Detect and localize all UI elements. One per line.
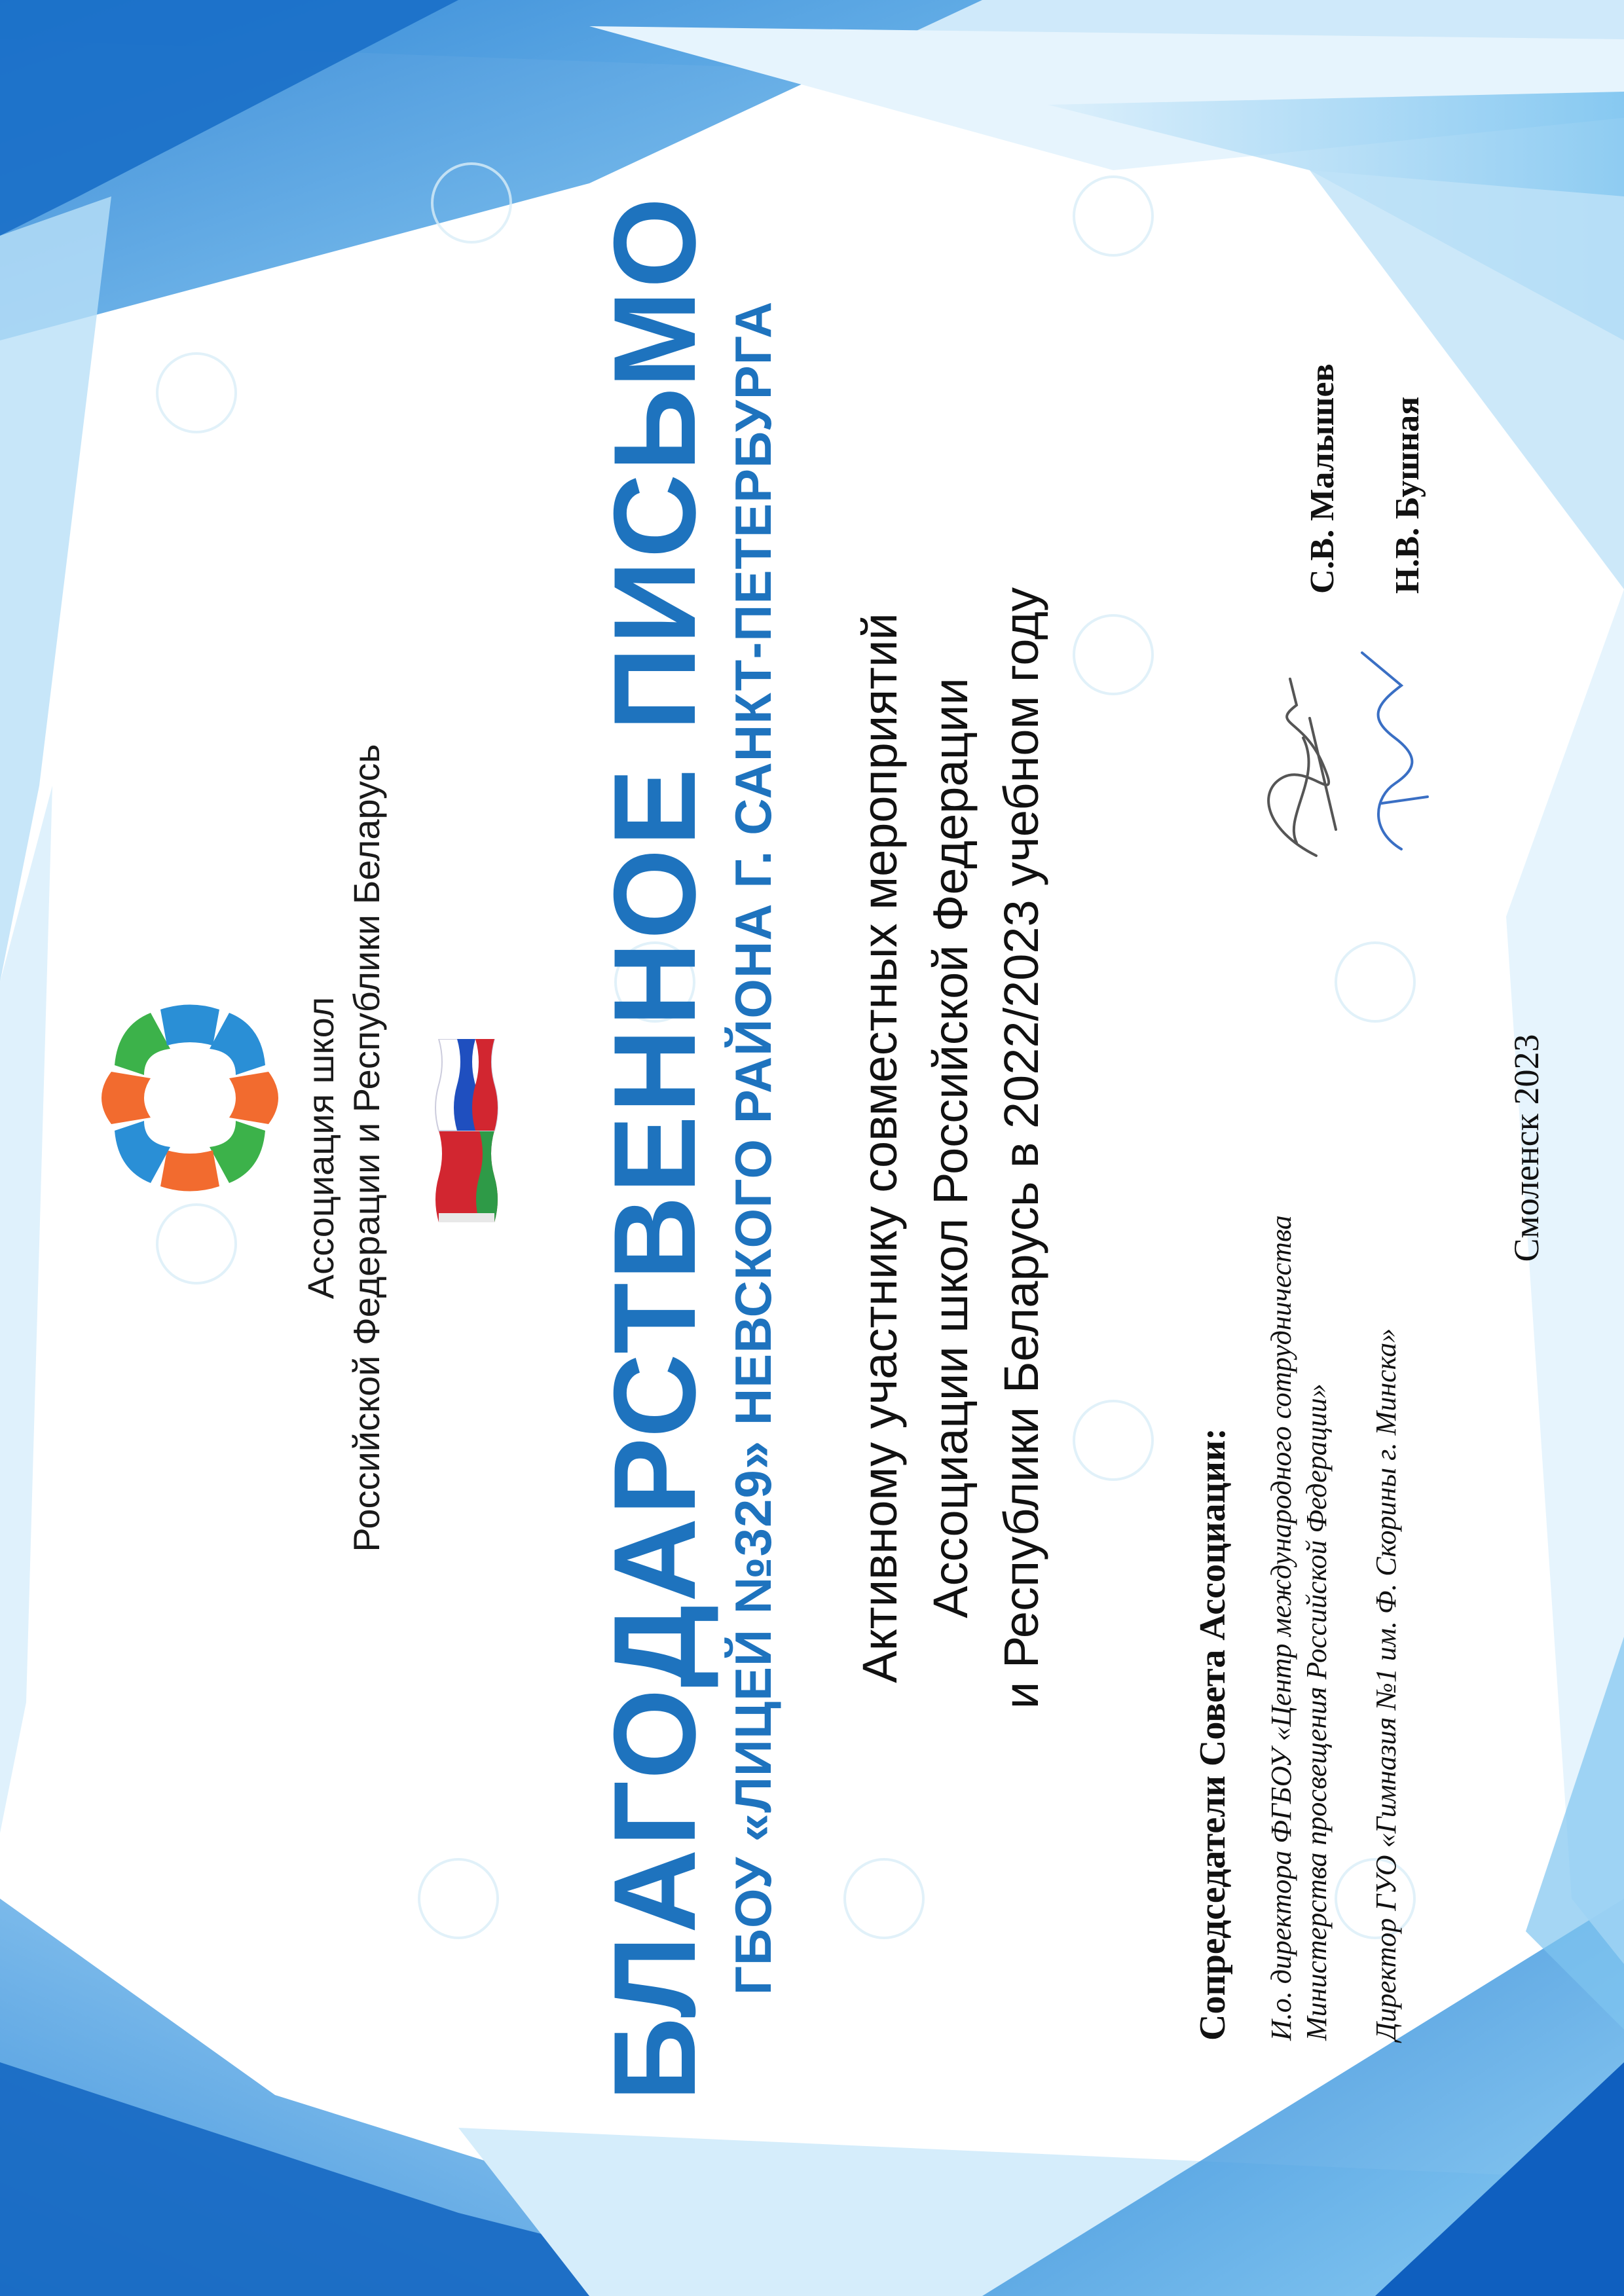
association-line1: Ассоциация школ (300, 996, 341, 1300)
first-role-line2: Министерства просвещения Российской Федерации» (1301, 1383, 1333, 2041)
second-signatory-role: Директор ГУО «Гимназия №1 им. Ф. Скорины г. Минска» (1370, 1328, 1402, 2041)
body-line3: и Республики Беларусь в 2022/2023 учебном году (994, 587, 1048, 1709)
first-role-line1: И.о. директора ФГБОУ «Центр международного сотрудничества (1265, 1215, 1297, 2041)
first-signatory-role (1264, 1215, 1335, 2041)
association-name (298, 0, 390, 2296)
first-signatory-name: С.В. Малышев (1304, 363, 1341, 594)
page-title: БЛАГОДАРСТВЕННОЕ ПИСЬМО (589, 194, 720, 2102)
association-logo-icon (92, 1000, 288, 1196)
body-text (845, 0, 1057, 2296)
signature-icon (1244, 620, 1454, 869)
association-line2: Российской Федерации и Республики Беларусь (346, 744, 387, 1552)
body-line2: Ассоциации школ Российской Федерации (923, 678, 978, 1618)
flags-icon (432, 1039, 511, 1222)
second-signatory-name: Н.В. Бушная (1389, 396, 1426, 594)
signatories-heading: Сопредседатели Совета Ассоциации: (1192, 1428, 1233, 2041)
body-line1: Активному участнику совместных мероприятий (853, 613, 907, 1683)
recipient-name: ГБОУ «ЛИЦЕЙ №329» НЕВСКОГО РАЙОНА Г. САНКТ-ПЕТЕРБУРГА (724, 301, 782, 1995)
city-year: Смоленск 2023 (1507, 1034, 1546, 1262)
